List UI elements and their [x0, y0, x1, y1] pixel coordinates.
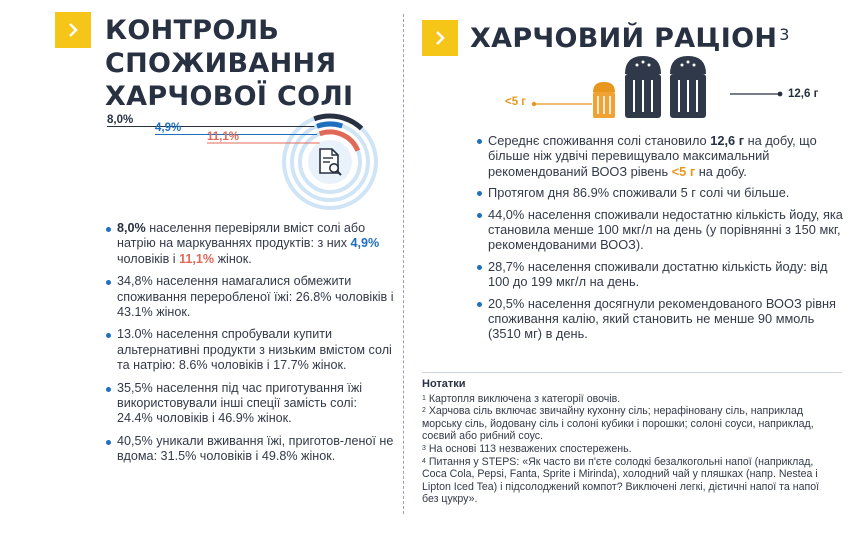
- list-text: 35,5% населення під час приготування їжі використовували інші спеції замість солі: 24.4% чоловіків і 46.9% жінок.: [117, 380, 363, 426]
- salt-control-list: [106, 221, 396, 472]
- diet-list: [477, 133, 847, 348]
- salt-high-label: 12,6 г: [788, 88, 819, 100]
- note-text: Харчова сіль включає звичайну кухонну сіль; нерафіновану сіль, наприклад морську сіль, йодовану сіль і солоні кубики і порошки; солоні соуси, наприклад, соєвий або рибний соус.: [422, 405, 814, 443]
- highlight-value: 11,1%: [179, 251, 215, 266]
- title-line: СПОЖИВАННЯ: [105, 48, 337, 79]
- list-text: 20,5% населення досягнули рекомендованого ВООЗ рівня споживання калію, який становить не менше 90 ммоль (3510 мг) в день.: [488, 295, 836, 342]
- radial-label: 11,1%: [207, 131, 239, 143]
- salt-shakers-illustration: [530, 52, 790, 122]
- note-item: [422, 443, 837, 456]
- list-text: 44,0% населення споживали недостатню кількість йоду, яка становила менше 100 мкг/л на день (у порівнянні з 150 мкг, рекомендованими ВООЗ).: [488, 206, 843, 253]
- radial-chart: [240, 112, 400, 212]
- note-number: 3: [422, 444, 426, 452]
- radial-label: 8,0%: [107, 114, 134, 126]
- note-text: Картопля виключена з категорії овочів.: [425, 392, 621, 405]
- list-text: 13.0% населення спробували купити альтернативні продукти з низьким вмістом солі та натрію: 8.6% чоловіків і 17.7% жінок.: [117, 327, 392, 373]
- chevron-badge-left: [55, 12, 91, 48]
- note-text: На основі 113 незважених спостережень.: [425, 442, 632, 455]
- list-item: [477, 296, 847, 342]
- notes-divider: [422, 372, 842, 373]
- notes-block: [422, 378, 837, 506]
- radial-label: 4,9%: [155, 122, 182, 134]
- note-number: 1: [422, 394, 426, 402]
- chevron-right-icon: [432, 30, 448, 46]
- list-item: [477, 133, 847, 179]
- list-item: [106, 381, 396, 427]
- notes-heading: Нотатки: [422, 378, 466, 390]
- list-text: населення перевіряли вміст солі або натрію на маркуваннях продуктів: з них: [117, 221, 366, 251]
- highlight-value: 4,9%: [350, 236, 380, 251]
- note-item: [422, 393, 837, 406]
- list-text: 28,7% населення споживали достатню кількість йоду: від 100 до 199 мкг/л на день.: [488, 258, 828, 290]
- list-item: [477, 207, 847, 253]
- list-item: [106, 274, 396, 320]
- radial-arc: [317, 124, 342, 126]
- highlight-value: <5 г: [671, 163, 696, 179]
- chevron-badge-right: [422, 20, 458, 56]
- section-title-salt: [105, 14, 353, 113]
- column-divider: [403, 14, 404, 514]
- highlight-value: 12,6 г: [710, 133, 745, 148]
- note-item: [422, 456, 837, 506]
- list-item: [106, 434, 396, 465]
- note-item: [422, 405, 837, 443]
- section-title-diet: [470, 24, 790, 54]
- highlight-value: 8,0%: [117, 221, 146, 235]
- list-text: жінок.: [214, 251, 252, 266]
- list-text: 34,8% населення намагалися обмежити споживання переробленої їжі: 26.8% чоловіків і 43.1% жінок.: [117, 274, 394, 320]
- title-text: ХАРЧОВИЙ РАЦІОН: [470, 23, 778, 54]
- note-number: 4: [422, 457, 426, 465]
- list-text: Протягом дня 86.9% споживали 5 г солі чи більше.: [488, 185, 790, 201]
- notes-list: [422, 393, 837, 506]
- note-text: Питання у STEPS: «Як часто ви п'єте солодкі безалкогольні напої (наприклад, Coca Cola, Pepsi, Fanta, Sprite і Mirinda), холодний чай у пляшках (напр. Nestea і Lipton Iced Tea) і підсолоджений компот? Виключені легкі, дієтичні напої та напої без цукру».: [422, 455, 820, 506]
- large-salt-shaker-icon: [670, 56, 706, 118]
- chevron-right-icon: [65, 22, 81, 38]
- list-text: 40,5% уникали вживання їжі, приготов-леної не вдома: 31.5% чоловіків і 49.8% жінок.: [117, 433, 394, 464]
- list-item: [106, 327, 396, 373]
- list-text: на добу, що більше ніж удвічі перевищувало максимальний рекомендований ВООЗ рівень: [488, 133, 817, 179]
- list-text: чоловіків і: [117, 251, 180, 266]
- title-line: КОНТРОЛЬ: [105, 15, 280, 46]
- large-salt-shaker-icon: [625, 56, 661, 118]
- small-salt-shaker-icon: [593, 82, 615, 118]
- list-text: Середнє споживання солі становило: [488, 133, 711, 148]
- list-text: на добу.: [695, 163, 747, 179]
- title-footnote-ref: 3: [779, 25, 790, 44]
- list-item: [477, 185, 847, 200]
- note-number: 2: [422, 407, 426, 415]
- list-item: [106, 221, 396, 267]
- title-line: ХАРЧОВОЇ СОЛІ: [105, 81, 354, 112]
- salt-low-label: <5 г: [505, 96, 527, 108]
- list-item: [477, 259, 847, 290]
